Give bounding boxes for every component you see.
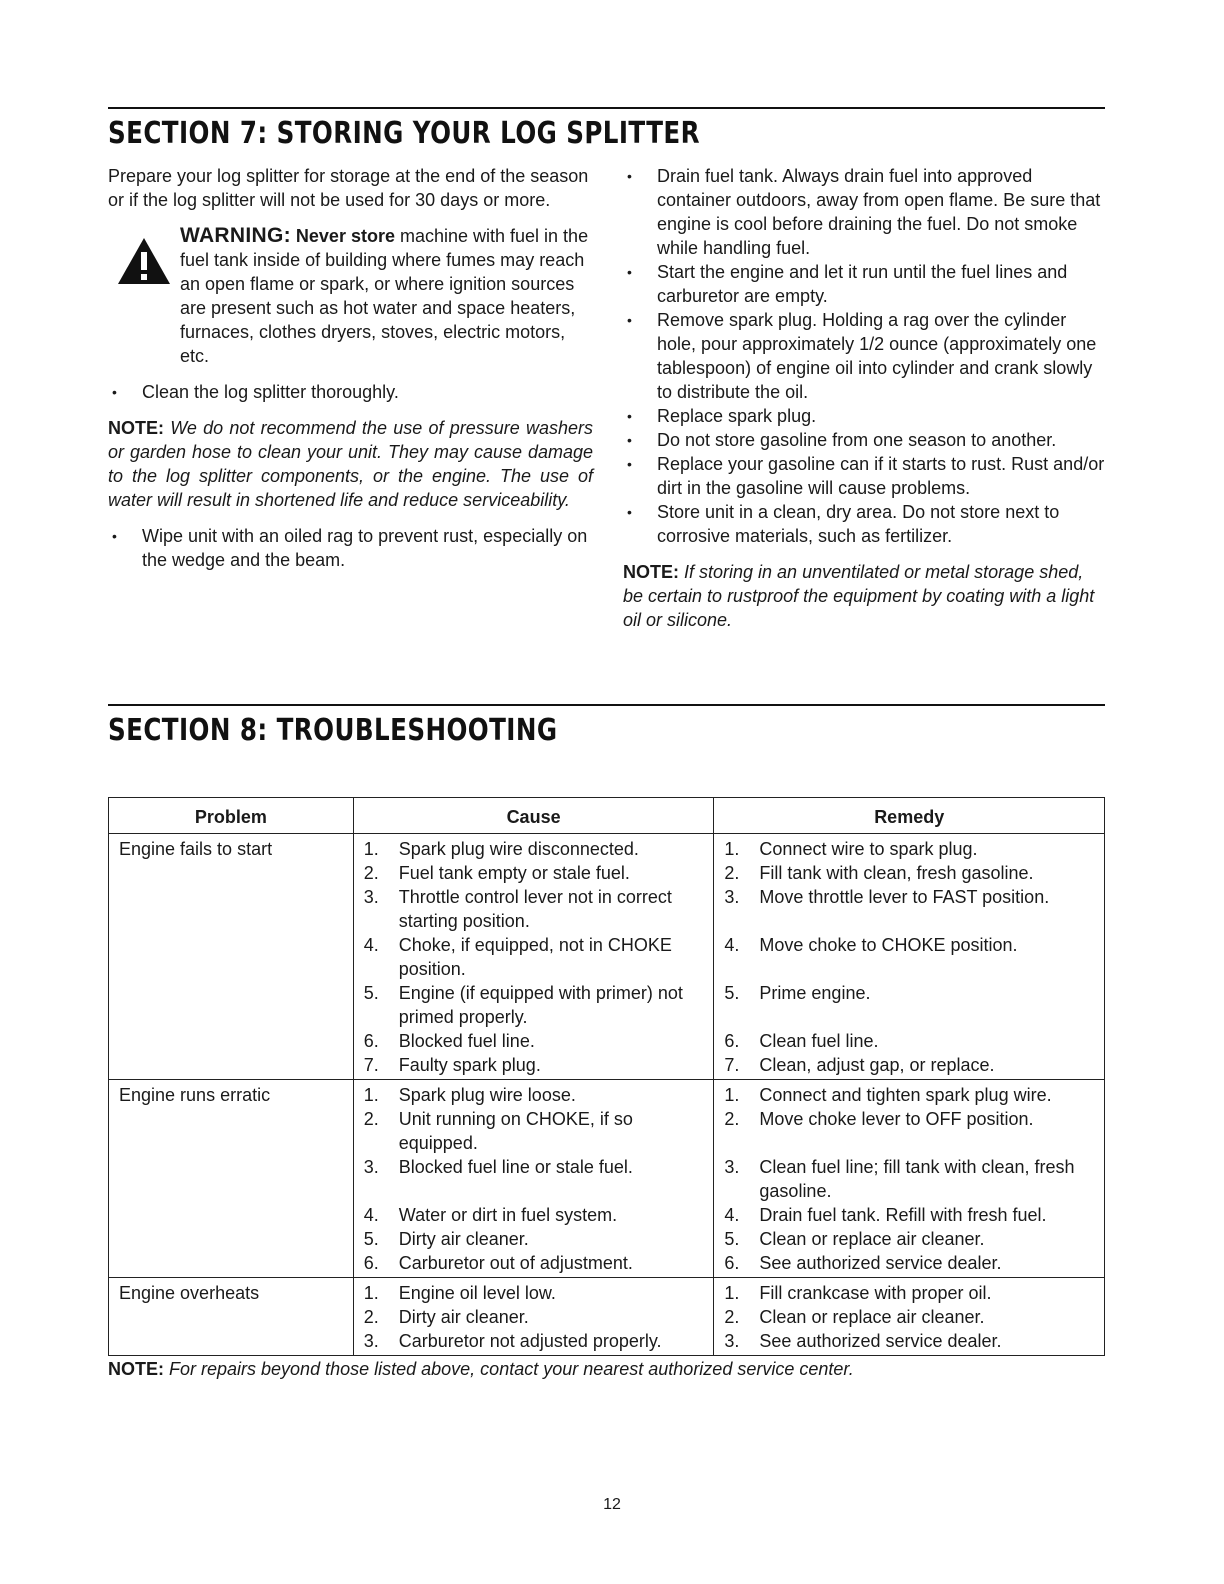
note-label: NOTE: xyxy=(623,562,679,582)
list-item: 5. Dirty air cleaner. xyxy=(363,1229,529,1249)
storage-intro: Prepare your log splitter for storage at the end of the season or if the log splitter will not be used for 30 days or more. xyxy=(108,166,589,210)
note-text: We do not recommend the use of pressure washers or garden hose to clean your unit. They may cause damage to the log splitter components, or the engine. The use of water will result in shortened life and reduce serviceability. xyxy=(108,418,593,510)
list-item: 2. Dirty air cleaner. xyxy=(363,1307,529,1327)
note-text: For repairs beyond those listed above, contact your nearest authorized service center. xyxy=(164,1359,854,1379)
list-item: 4. Choke, if equipped, not in CHOKE position. xyxy=(363,935,672,979)
warning-lead: Never store xyxy=(295,226,395,246)
list-item: 2. Clean or replace air cleaner. xyxy=(724,1307,985,1327)
list-item: • Start the engine and let it run until the fuel lines and carburetor are empty. xyxy=(623,260,1105,308)
troubleshooting-table xyxy=(108,797,1105,1356)
wipe-bullet-list xyxy=(108,524,593,572)
storage-shed-note xyxy=(623,560,1105,632)
storage-steps-list xyxy=(623,164,1105,548)
cause-cell xyxy=(353,1080,714,1278)
list-item: 4. Drain fuel tank. Refill with fresh fuel. xyxy=(724,1205,1047,1225)
list-item: • Store unit in a clean, dry area. Do not store next to corrosive materials, such as fertilizer. xyxy=(623,500,1105,548)
list-item: 6. See authorized service dealer. xyxy=(724,1253,1002,1273)
list-item: 1. Spark plug wire loose. xyxy=(363,1085,576,1105)
problem-header: Problem xyxy=(109,798,354,834)
problem-cell: Engine fails to start xyxy=(109,834,354,1080)
list-item: 2. Fuel tank empty or stale fuel. xyxy=(363,863,630,883)
note-label: NOTE: xyxy=(108,418,164,438)
list-item: 2. Unit running on CHOKE, if so equipped. xyxy=(363,1109,633,1153)
section-8-title: SECTION 8: TROUBLESHOOTING xyxy=(108,713,558,748)
remedy-cell xyxy=(714,1080,1105,1278)
list-item: 3. Carburetor not adjusted properly. xyxy=(363,1331,662,1351)
list-item: 5. Clean or replace air cleaner. xyxy=(724,1229,985,1249)
pressure-washer-note xyxy=(108,416,593,512)
list-item: • Clean the log splitter thoroughly. xyxy=(108,380,593,404)
list-item: 3. Throttle control lever not in correct starting position. xyxy=(363,887,672,931)
cause-cell xyxy=(353,1278,714,1356)
remedy-cell xyxy=(714,1278,1105,1356)
section-8-rule xyxy=(108,704,1105,706)
cause-cell xyxy=(353,834,714,1080)
section-7-rule xyxy=(108,107,1105,109)
note-label: NOTE: xyxy=(108,1359,164,1379)
storage-right-column xyxy=(623,164,1105,644)
warning-block xyxy=(108,224,593,368)
list-item: 3. Blocked fuel line or stale fuel. xyxy=(363,1157,633,1177)
list-item: • Remove spark plug. Holding a rag over the cylinder hole, pour approximately 1/2 ounce (approximately one tablespoon) of engine oil into cylinder and crank slowly to distribute the oil. xyxy=(623,308,1105,404)
list-item: 3. Clean fuel line; fill tank with clean, fresh gasoline. xyxy=(724,1157,1075,1201)
list-item: 5. Engine (if equipped with primer) not primed properly. xyxy=(363,983,683,1027)
table-row xyxy=(109,834,1105,1080)
list-item: 4. Move choke to CHOKE position. xyxy=(724,935,1018,955)
table-row xyxy=(109,1278,1105,1356)
warning-title: WARNING: xyxy=(180,224,291,247)
warning-triangle-icon xyxy=(116,236,172,286)
list-item: 3. Move throttle lever to FAST position. xyxy=(724,887,1050,907)
list-item: 1. Connect wire to spark plug. xyxy=(724,839,978,859)
list-item: 6. Clean fuel line. xyxy=(724,1031,879,1051)
clean-bullet-list xyxy=(108,380,593,404)
list-item: 5. Prime engine. xyxy=(724,983,871,1003)
list-item: • Replace your gasoline can if it starts to rust. Rust and/or dirt in the gasoline will cause problems. xyxy=(623,452,1105,500)
list-item: 7. Faulty spark plug. xyxy=(363,1055,541,1075)
remedy-header: Remedy xyxy=(714,798,1105,834)
table-row xyxy=(109,1080,1105,1278)
warning-text: machine with fuel in the fuel tank inside of building where fumes may reach an open flame or spark, or where ignition sources are present such as hot water and space heaters, furnaces, clothes dryers, stoves, electric motors, etc. xyxy=(180,226,589,366)
list-item: 6. Blocked fuel line. xyxy=(363,1031,535,1051)
list-item: 1. Fill crankcase with proper oil. xyxy=(724,1283,992,1303)
list-item: • Do not store gasoline from one season to another. xyxy=(623,428,1105,452)
problem-cell: Engine overheats xyxy=(109,1278,354,1356)
list-item: 1. Spark plug wire disconnected. xyxy=(363,839,639,859)
list-item: 1. Engine oil level low. xyxy=(363,1283,556,1303)
storage-left-column xyxy=(108,164,593,584)
list-item: 2. Move choke lever to OFF position. xyxy=(724,1109,1034,1129)
list-item: 7. Clean, adjust gap, or replace. xyxy=(724,1055,995,1075)
problem-cell: Engine runs erratic xyxy=(109,1080,354,1278)
list-item: 4. Water or dirt in fuel system. xyxy=(363,1205,618,1225)
list-item: • Replace spark plug. xyxy=(623,404,1105,428)
list-item: 6. Carburetor out of adjustment. xyxy=(363,1253,633,1273)
list-item: 2. Fill tank with clean, fresh gasoline. xyxy=(724,863,1034,883)
list-item: • Drain fuel tank. Always drain fuel into approved container outdoors, away from open flame. Be sure that engine is cool before draining the fuel. Do not smoke while handling fuel. xyxy=(623,164,1105,260)
section-7-title: SECTION 7: STORING YOUR LOG SPLITTER xyxy=(108,116,700,151)
table-header-row xyxy=(109,798,1105,834)
remedy-cell xyxy=(714,834,1105,1080)
page-number: 12 xyxy=(603,1496,621,1513)
list-item: • Wipe unit with an oiled rag to prevent rust, especially on the wedge and the beam. xyxy=(108,524,593,572)
list-item: 1. Connect and tighten spark plug wire. xyxy=(724,1085,1052,1105)
repairs-note xyxy=(108,1357,854,1381)
list-item: 3. See authorized service dealer. xyxy=(724,1331,1002,1351)
note-text: If storing in an unventilated or metal storage shed, be certain to rustproof the equipment by coating with a light oil or silicone. xyxy=(623,562,1095,630)
cause-header: Cause xyxy=(353,798,714,834)
